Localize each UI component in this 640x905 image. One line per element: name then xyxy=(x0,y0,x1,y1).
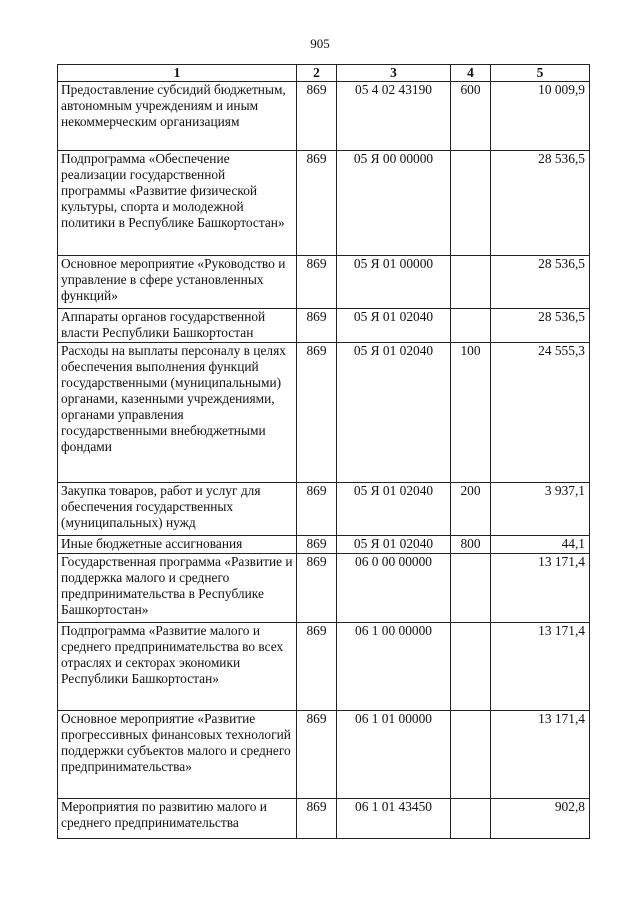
row-ministry-code: 869 xyxy=(297,82,337,151)
row-expense-type xyxy=(451,711,491,799)
row-ministry-code: 869 xyxy=(297,799,337,839)
row-amount: 3 937,1 xyxy=(491,483,590,536)
row-ministry-code: 869 xyxy=(297,151,337,256)
row-name: Расходы на выплаты персоналу в целях обеспечения выполнения функций государственными (муниципальными) органами, казенными учреждениями, органами управления государственными внебюджетными фондами xyxy=(58,343,297,483)
row-amount: 28 536,5 xyxy=(491,256,590,309)
table-row xyxy=(58,623,590,711)
row-amount: 13 171,4 xyxy=(491,623,590,711)
row-ministry-code: 869 xyxy=(297,536,337,554)
row-expense-type xyxy=(451,309,491,343)
column-header: 5 xyxy=(491,65,590,82)
row-target-article: 06 1 00 00000 xyxy=(337,623,451,711)
row-target-article: 05 4 02 43190 xyxy=(337,82,451,151)
table-row xyxy=(58,554,590,623)
table-row xyxy=(58,343,590,483)
row-expense-type: 100 xyxy=(451,343,491,483)
row-name: Предоставление субсидий бюджетным, автономным учреждениям и иным некоммерческим организациям xyxy=(58,82,297,151)
table-row xyxy=(58,483,590,536)
row-target-article: 06 0 00 00000 xyxy=(337,554,451,623)
row-amount: 24 555,3 xyxy=(491,343,590,483)
page-number: 905 xyxy=(310,36,330,51)
budget-table xyxy=(57,64,590,839)
row-name: Государственная программа «Развитие и поддержка малого и среднего предпринимательства в Республике Башкортостан» xyxy=(58,554,297,623)
column-header: 2 xyxy=(297,65,337,82)
row-target-article: 05 Я 01 00000 xyxy=(337,256,451,309)
row-target-article: 05 Я 01 02040 xyxy=(337,343,451,483)
table-row xyxy=(58,536,590,554)
row-ministry-code: 869 xyxy=(297,711,337,799)
row-target-article: 05 Я 01 02040 xyxy=(337,483,451,536)
row-expense-type xyxy=(451,256,491,309)
row-target-article: 06 1 01 43450 xyxy=(337,799,451,839)
table-row xyxy=(58,151,590,256)
row-amount: 902,8 xyxy=(491,799,590,839)
row-expense-type xyxy=(451,554,491,623)
row-ministry-code: 869 xyxy=(297,256,337,309)
column-header: 4 xyxy=(451,65,491,82)
row-name: Подпрограмма «Обеспечение реализации государственной программы «Развитие физической культуры, спорта и молодежной политики в Республике Башкортостан» xyxy=(58,151,297,256)
row-amount: 28 536,5 xyxy=(491,151,590,256)
table-row xyxy=(58,711,590,799)
row-expense-type xyxy=(451,799,491,839)
row-name: Основное мероприятие «Руководство и управление в сфере установленных функций» xyxy=(58,256,297,309)
row-name: Мероприятия по развитию малого и среднего предпринимательства xyxy=(58,799,297,839)
row-expense-type: 600 xyxy=(451,82,491,151)
row-ministry-code: 869 xyxy=(297,343,337,483)
row-target-article: 05 Я 01 02040 xyxy=(337,536,451,554)
row-expense-type xyxy=(451,623,491,711)
table-header-row xyxy=(58,65,590,82)
row-name: Подпрограмма «Развитие малого и среднего предпринимательства во всех отраслях и секторах экономики Республики Башкортостан» xyxy=(58,623,297,711)
column-header: 3 xyxy=(337,65,451,82)
column-header: 1 xyxy=(58,65,297,82)
row-target-article: 05 Я 01 02040 xyxy=(337,309,451,343)
table-row xyxy=(58,799,590,839)
row-name: Закупка товаров, работ и услуг для обеспечения государственных (муниципальных) нужд xyxy=(58,483,297,536)
row-amount: 28 536,5 xyxy=(491,309,590,343)
row-name: Аппараты органов государственной власти Республики Башкортостан xyxy=(58,309,297,343)
row-target-article: 05 Я 00 00000 xyxy=(337,151,451,256)
row-ministry-code: 869 xyxy=(297,483,337,536)
table-row xyxy=(58,82,590,151)
row-target-article: 06 1 01 00000 xyxy=(337,711,451,799)
row-name: Основное мероприятие «Развитие прогрессивных финансовых технологий поддержки субъектов малого и среднего предпринимательства» xyxy=(58,711,297,799)
row-amount: 13 171,4 xyxy=(491,711,590,799)
row-ministry-code: 869 xyxy=(297,623,337,711)
row-amount: 13 171,4 xyxy=(491,554,590,623)
row-ministry-code: 869 xyxy=(297,554,337,623)
row-amount: 10 009,9 xyxy=(491,82,590,151)
row-expense-type xyxy=(451,151,491,256)
row-name: Иные бюджетные ассигнования xyxy=(58,536,297,554)
row-ministry-code: 869 xyxy=(297,309,337,343)
row-expense-type: 800 xyxy=(451,536,491,554)
table-row xyxy=(58,309,590,343)
table-row xyxy=(58,256,590,309)
row-expense-type: 200 xyxy=(451,483,491,536)
row-amount: 44,1 xyxy=(491,536,590,554)
